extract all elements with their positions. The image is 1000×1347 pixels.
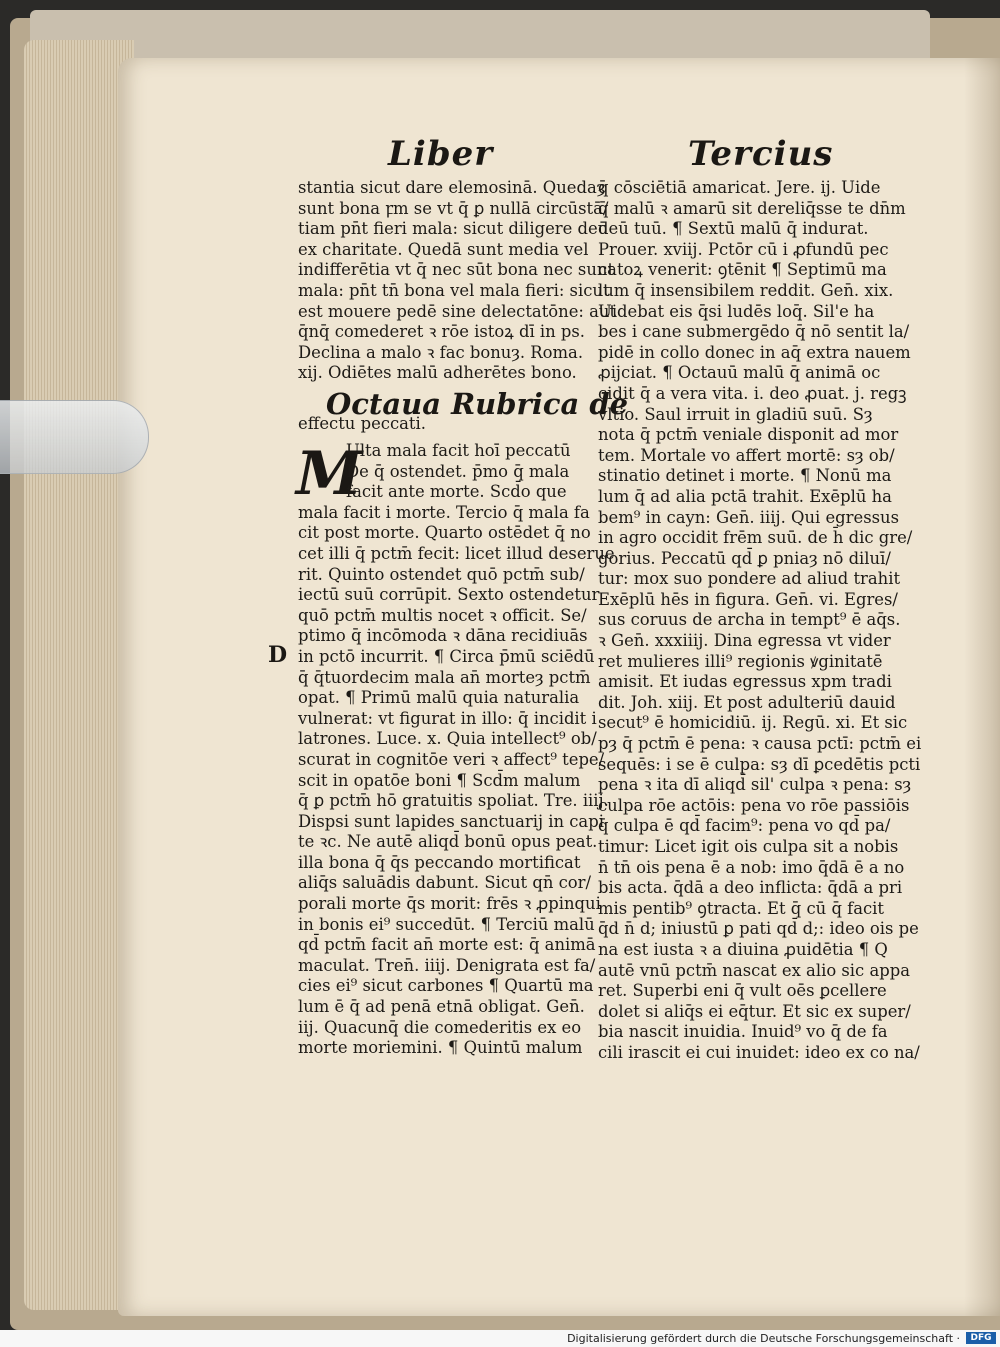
text-line: sequēs: i se ē culpa: sȝ dī ꝑcedētis pcti (598, 754, 921, 774)
text-line: pȝ q̄ pctm̄ ē pena: ꝛ causa pctī: pctm̄ ei (598, 734, 922, 754)
text-line: bis acta. q̄dā a deo inflicta: q̄dā a pri (598, 878, 903, 898)
text-line: iij. Quacunq̄ die comederitis ex eo (298, 1017, 582, 1037)
text-line: ptimo q̄ incōmoda ꝛ dāna recidiuās (298, 626, 588, 646)
text-line: amisit. Et iudas egressus xpm tradi (598, 672, 892, 692)
text-line: illa bona q̄ q̄s peccando mortificat (298, 852, 581, 872)
text-line: n̄ tn̄ ois pena ē a nob: imo q̄dā ē a no (598, 857, 905, 877)
text-line: ret. Superbi eni q̄ vult oēs ꝑcellere (598, 981, 887, 1001)
text-line: indifferētia vt q̄ nec sūt bona nec sunt (298, 260, 615, 280)
footer-bar (0, 1330, 1000, 1347)
text-line: Dispsi sunt lapides sanctuarij in capi (298, 811, 604, 831)
text-line: De q̄ ostendet. p̄mo q̄ mala (346, 461, 570, 481)
text-line: q̄ malū ꝛ amarū sit dereliq̄sse te dn̄m (598, 198, 906, 218)
left-column-top (298, 178, 616, 384)
text-line: cidit q̄ a vera vita. i. deo ꝓuat. j. regꝫ (598, 383, 907, 403)
text-line: q̄ q̄tuordecim mala an̄ morteȝ pctm̄ (298, 667, 591, 687)
text-line: scit in opatōe boni ¶ Scd̄m malum (298, 770, 581, 790)
text-line: opat. ¶ Primū malū quia naturalia (298, 688, 580, 708)
text-line: lum q̄ insensibilem reddit. Gen̄. xix. (598, 280, 894, 300)
rubric-heading: Octaua Rubrica de (326, 387, 629, 421)
rubric-subheading: effectu peccati. (298, 414, 426, 433)
text-line: cit post morte. Quarto ostēdet q̄ no (298, 523, 591, 543)
running-header-left: Liber (388, 134, 494, 174)
text-line: Ulta mala facit hoī peccatū (346, 441, 571, 460)
text-line: in agro occidit frēm suū. de h̄ dic gre/ (598, 528, 913, 548)
text-line: in pctō incurrit. ¶ Circa p̄mū sciēdū (298, 646, 595, 666)
text-line: stinatio detinet i morte. ¶ Nonū ma (598, 466, 892, 486)
text-line: lum ē q̄ ad penā etnā obligat. Gen̄. (298, 997, 585, 1017)
text-line: ꝛ Gen̄. xxxiiij. Dina egressa vt vider (598, 631, 891, 651)
funding-notice: Digitalisierung gefördert durch die Deutsche Forschungsgemeinschaft · (567, 1332, 960, 1345)
text-line: morte moriemini. ¶ Quintū malum (298, 1038, 583, 1058)
text-line: cili irascit ei cui inuidet: ideo ex co na/ (598, 1042, 920, 1062)
text-line: autē vnū pctm̄ nascat ex alio sic appa (598, 960, 910, 980)
text-line: lum q̄ ad alia pctā trahit. Exēplū ha (598, 486, 892, 506)
text-line: tem. Mortale vo affert mortē: sȝ ob/ (598, 445, 895, 465)
text-line: nota q̄ pctm̄ veniale disponit ad mor (598, 425, 899, 445)
text-line: Prouer. xviij. Pctōr cū i ꝓfundū pec (598, 239, 889, 259)
text-line: q̄nq̄ comederet ꝛ rōe istoꝝ dī in ps. (298, 322, 586, 342)
text-line: gorius. Peccatū qd̄ ꝑ pniaȝ nō diluī/ (598, 548, 891, 568)
left-column-body (298, 441, 615, 1059)
text-line: rit. Quinto ostendet quō pctm̄ sub/ (298, 564, 585, 584)
text-line: cies ei⁹ sicut carbones ¶ Quartū ma (298, 976, 594, 996)
text-line: deū tuū. ¶ Sextū malū q̄ indurat. (598, 219, 869, 239)
text-line: facit ante morte. Scd̄o que (346, 482, 567, 502)
text-line: catoꝝ venerit: ꝯtēnit ¶ Septimū ma (598, 260, 887, 280)
text-line: aliq̄s saluādis dabunt. Sicut qn̄ cor/ (298, 873, 592, 893)
text-line: ꝓijciat. ¶ Octauū malū q̄ animā oc (598, 363, 881, 383)
text-line: porali morte q̄s morit: frēs ꝛ ꝓpinqui (298, 894, 601, 914)
text-line: pena ꝛ ita dī aliqd̄ sil' culpa ꝛ pena: sȝ (598, 775, 912, 795)
text-line: secut⁹ ē homicidiū. ij. Regū. xi. Et sic (598, 713, 908, 733)
text-line: dit. Joh. xiij. Et post adulteriū dauid (598, 692, 896, 712)
text-line: Exēplū hēs in figura. Gen̄. vi. Egres/ (598, 589, 898, 609)
text-line: tur: mox suo pondere ad aliud trahit (598, 569, 901, 589)
text-line: quō pctm̄ multis nocet ꝛ officit. Se/ (298, 605, 587, 625)
text-line: mis pentib⁹ ꝯtracta. Et q̄ cū q̄ facit (598, 898, 884, 918)
text-line: pidē in collo donec in aq̄ extra nauem (598, 342, 911, 362)
decorated-initial: M (296, 439, 363, 509)
text-line: qd̄ pctm̄ facit an̄ morte est: q̄ animā (298, 935, 596, 955)
text-line: q̄ culpa ē qd̄ facim⁹: pena vo qd̄ pa/ (598, 816, 891, 836)
text-line: sunt bona ꝼm se vt q̄ ꝑ nullā circūstā/ (298, 198, 609, 218)
text-line: maculat. Tren̄. iiij. Denigrata est fa/ (298, 955, 596, 975)
text-line: sus coruus de archa in tempt⁹ ē aq̄s. (598, 610, 901, 630)
text-line: q̄ ꝑ pctm̄ hō gratuitis spoliat. Tre. iiij. (298, 791, 609, 811)
text-line: mala: pn̄t tn̄ bona vel mala fieri: sicut (298, 280, 610, 300)
text-line: q̄ cōsciētiā amaricat. Jere. ij. Uide (598, 178, 881, 197)
page-gutter-shadow (964, 58, 1000, 1316)
text-line: Declina a malo ꝛ fac bonuȝ. Roma. (298, 342, 584, 362)
text-line: culpa rōe actōis: pena vo rōe passiōis (598, 795, 910, 815)
text-line: stantia sicut dare elemosinā. Quedaȝ (298, 178, 606, 197)
text-line: latrones. Luce. x. Quia intellect⁹ ob/ (298, 729, 597, 749)
margin-signature-letter: D (268, 642, 288, 668)
text-line: vltio. Saul irruit in gladiū suū. Sȝ (598, 404, 873, 424)
text-line: iectū suū corrūpit. Sexto ostendetur (298, 585, 600, 605)
text-line: mala facit i morte. Tercio q̄ mala fa (298, 502, 590, 522)
bookmark-strip (0, 400, 149, 474)
text-line: vulnerat: vt figurat in illo: q̄ incidit i (298, 708, 597, 728)
text-line: timur: Licet igit ois culpa sit a nobis (598, 837, 899, 856)
text-line: bia nascit inuidia. Inuid⁹ vo q̄ de fa (598, 1022, 888, 1042)
text-line: bem⁹ in cayn: Gen̄. iiij. Qui egressus (598, 507, 899, 527)
dfg-logo: DFG (966, 1332, 996, 1344)
text-line: ret mulieres illi⁹ regionis ꝟginitatē (598, 651, 883, 671)
text-line: cet illi q̄ pctm̄ fecit: licet illud deserue (298, 543, 615, 563)
text-line: te ꝛc. Ne autē aliqd̄ bonū opus peat. (298, 832, 598, 852)
text-line: Uidebat eis q̄si ludēs loq̄. Sil'e ha (598, 301, 875, 321)
text-line: scurat in cognitōe veri ꝛ affect⁹ tepe/ (298, 749, 605, 769)
text-line: bes i cane submergēdo q̄ nō sentit la/ (598, 322, 910, 342)
text-line: in bonis ei⁹ succedūt. ¶ Terciū malū (298, 914, 595, 934)
right-column (598, 178, 921, 1064)
text-line: na est iusta ꝛ a diuina ꝓuidētia ¶ Q (598, 939, 888, 959)
text-line: tiam pn̄t fieri mala: sicut diligere deū (298, 219, 609, 239)
text-line: dolet si aliq̄s ei eq̄tur. Et sic ex super/ (598, 1001, 911, 1021)
running-header-right: Tercius (688, 134, 834, 174)
text-line: est mouere pedē sine delectatōne: aut (298, 301, 617, 321)
text-line: xij. Odiētes malū adherētes bono. (298, 363, 577, 383)
text-line: q̄d n̄ d; iniustū ꝑ pati qd̄ d;: ideo ois pe (598, 919, 919, 939)
text-line: ex charitate. Quedā sunt media vel (298, 239, 589, 259)
